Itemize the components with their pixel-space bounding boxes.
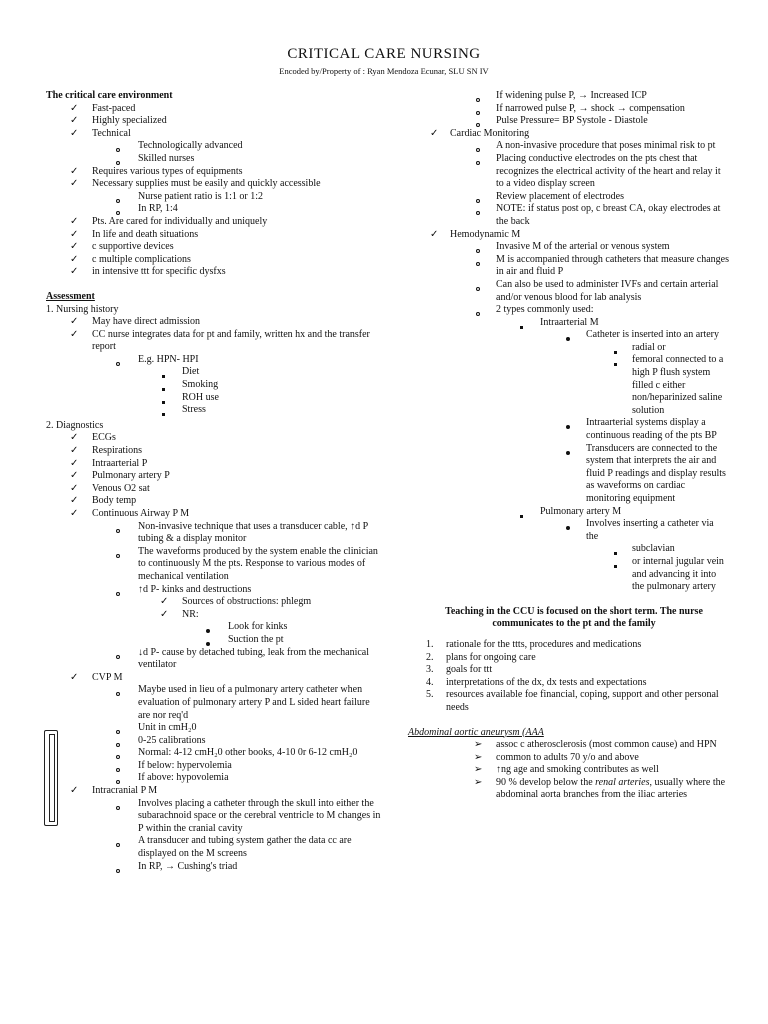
list-item: A non-invasive procedure that poses minimal risk to pt bbox=[418, 140, 730, 153]
list-item: ➢ common to adults 70 y/o and above bbox=[474, 751, 639, 763]
check-icon: ✓ bbox=[70, 215, 79, 227]
check-icon: ✓ bbox=[70, 445, 79, 457]
numbered-item: 4. interpretations of the dx, dx tests and expectations bbox=[426, 676, 647, 688]
check-icon: ✓ bbox=[70, 482, 79, 494]
list-item: Pulse Pressure= BP Systole - Diastole bbox=[418, 115, 730, 128]
check-icon: ✓ bbox=[70, 316, 79, 328]
list-item: ✓ CC nurse integrates data for pt and family, written hx and the transfer report bbox=[70, 328, 370, 353]
check-icon: ✓ bbox=[70, 328, 79, 340]
list-item: ✓ Highly specialized bbox=[70, 115, 167, 127]
numbered-item: 1. rationale for the ttts, procedures and medications bbox=[426, 638, 642, 650]
list-item: Diet bbox=[46, 366, 384, 379]
dot-bullet-icon bbox=[566, 421, 570, 434]
list-item: ✓ Cardiac Monitoring bbox=[430, 127, 530, 139]
list-item: 0-25 calibrations bbox=[46, 735, 384, 748]
list-item: ✓ Intraarterial P bbox=[70, 457, 148, 469]
list-item: M is accompanied through catheters that measure changes in air and fluid P bbox=[418, 254, 730, 279]
page-title: CRITICAL CARE NURSING bbox=[287, 46, 481, 62]
check-icon: ✓ bbox=[70, 266, 79, 278]
list-item: ✓ Intracranial P M bbox=[70, 785, 158, 797]
list-item: ✓ ECGs bbox=[70, 432, 116, 444]
check-icon: ✓ bbox=[70, 228, 79, 240]
list-item: E.g. HPN- HPI bbox=[46, 354, 384, 367]
list-item: 2 types commonly used: bbox=[418, 304, 730, 317]
list-item: Transducers are connected to the system that interprets the air and fluid P readings and display results as waveforms on cardiac monitoring equipment bbox=[418, 443, 726, 506]
arrow-bullet-icon: ➢ bbox=[474, 751, 483, 763]
list-item: Nurse patient ratio is 1:1 or 1:2 bbox=[46, 191, 384, 204]
check-icon: ✓ bbox=[70, 508, 79, 519]
circle-bullet-icon bbox=[116, 688, 120, 701]
list-item: ✓ In life and death situations bbox=[70, 228, 199, 240]
subsection-heading: 1. Nursing history bbox=[46, 303, 119, 315]
list-item: subclavian bbox=[418, 543, 730, 556]
check-icon: ✓ bbox=[70, 102, 79, 114]
left-column bbox=[46, 90, 384, 873]
circle-bullet-icon bbox=[116, 802, 120, 815]
list-item: In RP, 1:4 bbox=[46, 203, 384, 216]
list-item: ✓ May have direct admission bbox=[70, 316, 201, 328]
list-item: ✓ Respirations bbox=[70, 445, 142, 457]
list-item: If below: hypervolemia bbox=[46, 760, 384, 773]
list-item: NOTE: if status post op, c breast CA, okay electrodes at the back bbox=[418, 203, 730, 228]
list-item: ✓ Technical bbox=[70, 127, 131, 139]
check-icon: ✓ bbox=[70, 785, 79, 797]
list-item: or internal jugular vein and advancing it into the pulmonary artery bbox=[418, 556, 726, 594]
check-icon: ✓ bbox=[70, 115, 79, 127]
arrow-bullet-icon: ➢ bbox=[474, 764, 483, 776]
teaching-heading: Teaching in the CCU is focused on the short term. The nurse communicates to the pt and the family bbox=[445, 605, 703, 630]
circle-bullet-icon bbox=[476, 258, 480, 271]
list-item: If widening pulse P, → Increased ICP bbox=[418, 90, 730, 103]
list-item: ✓ Fast-paced bbox=[70, 102, 136, 114]
check-icon: ✓ bbox=[160, 608, 169, 620]
check-icon: ✓ bbox=[70, 127, 79, 139]
list-item: ➢ ↑ng age and smoking contributes as well bbox=[474, 764, 659, 776]
check-icon: ✓ bbox=[70, 165, 79, 177]
list-item: ✓ Body temp bbox=[70, 495, 137, 507]
list-item: Unit in cmH₂0 bbox=[46, 722, 384, 735]
check-icon: ✓ bbox=[430, 127, 439, 139]
circle-bullet-icon bbox=[116, 525, 120, 538]
check-icon: ✓ bbox=[70, 241, 79, 253]
list-item: ✓ Requires various types of equipments bbox=[70, 165, 243, 177]
list-item: ✓ in intensive ttt for specific dysfxs bbox=[70, 266, 226, 278]
check-icon: ✓ bbox=[70, 457, 79, 469]
list-item: ✓ Necessary supplies must be easily and quickly accessible bbox=[70, 178, 321, 190]
list-item: femoral connected to a high P flush system filled c either non/heparinized saline solution bbox=[418, 354, 726, 417]
page-subtitle: Encoded by/Property of : Ryan Mendoza Ecunar, SLU SN IV bbox=[279, 66, 489, 76]
list-item: In RP, → Cushing's triad bbox=[46, 861, 384, 874]
list-item: ✓ Pulmonary artery P bbox=[70, 470, 170, 482]
list-item: ✓ NR: bbox=[160, 608, 199, 620]
check-icon: ✓ bbox=[160, 596, 169, 608]
list-item: ✓ Hemodynamic M bbox=[430, 228, 521, 240]
list-item: ✓ CVP M bbox=[70, 671, 123, 683]
list-item: Review placement of electrodes bbox=[418, 191, 730, 204]
arrow-bullet-icon: ➢ bbox=[474, 739, 483, 751]
subsection-heading: 2. Diagnostics bbox=[46, 419, 104, 431]
circle-bullet-icon bbox=[476, 157, 480, 170]
list-item: ↑d P- kinks and destructions bbox=[46, 584, 384, 597]
list-item: Invasive M of the arterial or venous system bbox=[418, 241, 730, 254]
list-item: Intraarterial M bbox=[418, 317, 730, 330]
dot-bullet-icon bbox=[566, 522, 570, 535]
arrow-bullet-icon: ➢ bbox=[474, 776, 483, 788]
list-item: Maybe used in lieu of a pulmonary artery catheter when evaluation of pulmonary artery P and L sided heart failure are nor req'd bbox=[46, 684, 384, 722]
list-item: Catheter is inserted into an artery bbox=[418, 329, 726, 342]
check-icon: ✓ bbox=[70, 470, 79, 482]
section-heading: The critical care environment bbox=[46, 90, 173, 101]
list-item: Look for kinks bbox=[46, 621, 384, 634]
numbered-item: 2. plans for ongoing care bbox=[426, 651, 536, 663]
list-item: ROH use bbox=[46, 392, 384, 405]
list-item: ✓ Continuous Airway P M bbox=[70, 508, 190, 519]
numbered-item: 5. resources available foe financial, coping, support and other personal needs bbox=[426, 689, 719, 713]
list-item: Non-invasive technique that uses a transducer cable, ↑d P tubing & a display monitor bbox=[46, 521, 384, 546]
circle-bullet-icon bbox=[476, 207, 480, 220]
list-item: If narrowed pulse P, → shock → compensation bbox=[418, 103, 730, 116]
check-icon: ✓ bbox=[70, 495, 79, 507]
check-icon: ✓ bbox=[70, 671, 79, 683]
list-item: Skilled nurses bbox=[46, 153, 384, 166]
list-item: radial or bbox=[418, 342, 730, 355]
numbered-item: 3. goals for ttt bbox=[426, 664, 493, 676]
list-item: The waveforms produced by the system enable the clinician to continuously M the pts. Response to various modes of mechanical ventilation bbox=[46, 546, 384, 584]
dot-bullet-icon bbox=[566, 447, 570, 460]
list-item: Placing conductive electrodes on the pts chest that recognizes the electrical activity of the heart and relay it to a video display screen bbox=[418, 153, 730, 191]
list-item: ✓ Venous O2 sat bbox=[70, 482, 150, 494]
circle-bullet-icon bbox=[116, 651, 120, 664]
list-item: Involves inserting a catheter via the bbox=[418, 518, 726, 543]
list-item: ➢ assoc c atherosclerosis (most common cause) and HPN bbox=[474, 739, 717, 751]
circle-bullet-icon bbox=[116, 865, 120, 878]
list-item: Stress bbox=[46, 404, 384, 417]
list-item: ✓ c multiple complications bbox=[70, 253, 191, 265]
list-item: Involves placing a catheter through the skull into either the subarachnoid space or the cerebral ventricle to M changes in P within the cranial cavity bbox=[46, 798, 384, 836]
list-item: ✓ Sources of obstructions: phlegm bbox=[160, 596, 312, 608]
list-item: ↓d P- cause by detached tubing, leak from the mechanical ventilator bbox=[46, 647, 384, 672]
list-item: ✓ c supportive devices bbox=[70, 241, 174, 253]
square-bullet-icon bbox=[614, 560, 617, 573]
section-heading: Assessment bbox=[46, 290, 95, 302]
check-icon: ✓ bbox=[430, 228, 439, 240]
circle-bullet-icon bbox=[116, 550, 120, 563]
list-item: Normal: 4-12 cmH₂0 other books, 4-10 0r 6-12 cmH₂0 bbox=[46, 747, 384, 760]
list-item: Technologically advanced bbox=[46, 140, 384, 153]
circle-bullet-icon bbox=[116, 839, 120, 852]
list-item: If above: hypovolemia bbox=[46, 772, 384, 785]
list-item: A transducer and tubing system gather the data cc are displayed on the M screens bbox=[46, 835, 384, 860]
square-bullet-icon bbox=[614, 358, 617, 371]
circle-bullet-icon bbox=[476, 283, 480, 296]
list-item: Pulmonary artery M bbox=[418, 506, 730, 519]
list-item: Smoking bbox=[46, 379, 384, 392]
list-item: Intraarterial systems display a continuous reading of the pts BP bbox=[418, 417, 726, 442]
check-icon: ✓ bbox=[70, 432, 79, 444]
right-column bbox=[408, 90, 730, 802]
list-item: Suction the pt bbox=[46, 634, 384, 647]
list-item: ➢ 90 % develop below the renal arteries, usually where the abdominal aorta branches from the iliac arteries bbox=[474, 776, 726, 801]
aaa-heading: Abdominal aortic aneurysm (AAA bbox=[408, 726, 544, 738]
check-icon: ✓ bbox=[70, 253, 79, 265]
list-item: ✓ Pts. Are cared for individually and uniquely bbox=[70, 215, 268, 227]
list-item: Can also be used to administer IVFs and certain arterial and/or venous blood for lab analysis bbox=[418, 279, 730, 304]
check-icon: ✓ bbox=[70, 178, 79, 190]
